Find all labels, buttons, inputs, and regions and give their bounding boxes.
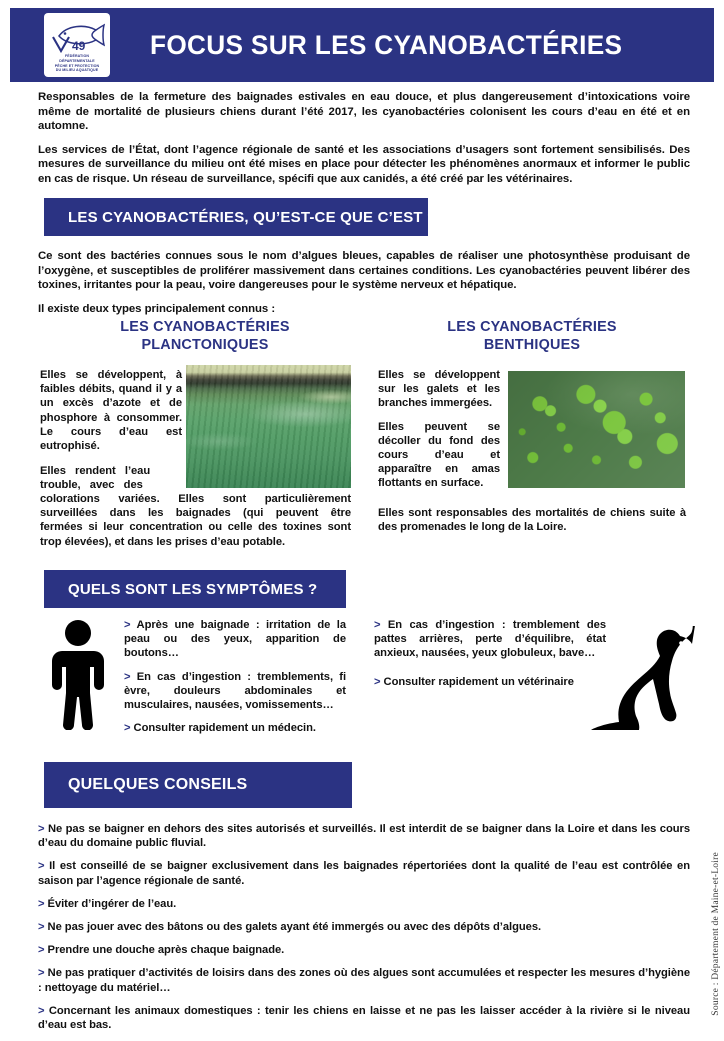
- subhead-benthic-line-1: LES CYANOBACTÉRIES: [447, 319, 617, 335]
- advice-list: [38, 822, 690, 1041]
- planktonic-text-wrap-left: [40, 464, 182, 492]
- logo-caption-line-3: DU MILIEU AQUATIQUE: [55, 68, 99, 73]
- benthic-paragraph-1: Elles se développent sur les galets et les branches immergées.: [378, 369, 500, 410]
- planktonic-paragraph-2-lead: Elles rendent l’eau trouble, avec des: [40, 465, 151, 492]
- logo-caption-line-1: FÉDÉRATION DÉPARTEMENTALE: [59, 54, 95, 63]
- source-credit: Source : Département de Maine-et-Loire: [710, 852, 721, 1016]
- section-heading-what-label: LES CYANOBACTÉRIES, QU’EST-CE QUE C’EST ?: [68, 208, 437, 226]
- symptoms-dog-list: [374, 618, 606, 698]
- symptoms-human-item-1: > En cas d’ingestion : tremblements, fi èvre, douleurs abdominales et musculaires, nausées, vomissements…: [124, 670, 346, 712]
- intro-block: [38, 90, 690, 187]
- symptoms-human-item-2: > Consulter rapidement un médecin.: [124, 722, 316, 735]
- section-heading-advice-label: QUELQUES CONSEILS: [68, 776, 248, 793]
- section-heading-advice: [44, 762, 352, 808]
- intro-paragraph-2: Les services de l’État, dont l’agence régionale de santé et les associations d’usagers sont fortement sensibilisés. Des mesures de surveillance du milieu ont été mises en place pour détecter les phénomènes anormaux et informer le public en cas de risque. Un réseau de surveillance, spécifi que aux canidés, a été créé par les vétérinaires.: [38, 143, 690, 185]
- section-what-paragraph-2: Il existe deux types principalement connus :: [38, 302, 276, 315]
- organization-logo: [44, 13, 110, 77]
- section-heading-what-are-cyanobacteria: [44, 198, 437, 236]
- planktonic-text-top: [40, 368, 182, 453]
- subhead-planktonic-line-1: LES CYANOBACTÉRIES: [120, 319, 290, 335]
- logo-caption-line-2: PÊCHE ET PROTECTION: [54, 63, 100, 68]
- benthic-paragraph-2: Elles peuvent se décoller du fond des cours d’eau et apparaître en amas flottants en surface.: [378, 420, 500, 490]
- photo-planktonic-bloom: [186, 365, 351, 488]
- subhead-benthic-line-2: BENTHIQUES: [483, 337, 581, 353]
- subhead-planktonic-line-2: PLANCTONIQUES: [141, 337, 269, 353]
- advice-item-0: > Ne pas se baigner en dehors des sites autorisés et surveillés. Il est interdit de se baigner dans la Loire et dans les cours d’eau du domaine public fluvial.: [38, 823, 690, 850]
- symptoms-human-item-0: > Après une baignade : irritation de la peau ou des yeux, apparition de boutons…: [124, 619, 346, 660]
- dog-icon: [588, 626, 696, 730]
- symptoms-human-list: [124, 618, 346, 744]
- section-what-body: [38, 249, 690, 316]
- benthic-text-top: [378, 368, 500, 491]
- advice-item-1: > Il est conseillé de se baigner exclusivement dans les baignades répertoriées dont la qualité de l’eau est contrôlée en saison par l’agence régionale de santé.: [38, 860, 690, 887]
- benthic-text-bottom: [378, 506, 686, 534]
- advice-item-4: > Prendre une douche après chaque baignade.: [38, 944, 285, 957]
- section-heading-symptoms-label: QUELS SONT LES SYMPTÔMES ?: [68, 580, 318, 598]
- fish-logo-icon: [49, 17, 105, 53]
- section-heading-symptoms: [44, 570, 346, 608]
- advice-item-3: > Ne pas jouer avec des bâtons ou des galets ayant été immergés ou avec des dépôts d’algues.: [38, 921, 542, 934]
- advice-item-2: > Éviter d’ingérer de l’eau.: [38, 897, 177, 910]
- page-title: FOCUS SUR LES CYANOBACTÉRIES: [150, 29, 623, 60]
- symptoms-dog-item-1: > Consulter rapidement un vétérinaire: [374, 675, 574, 688]
- planktonic-paragraph-2-body: colorations variées. Elles sont particulièrement surveillées dans les baignades (qui peuvent être fermées si leur concentration ou celle des toxines sont trop élevées), et dans les prises d’eau potable.: [40, 493, 351, 548]
- logo-number: 49: [72, 39, 86, 54]
- advice-item-6: > Concernant les animaux domestiques : tenir les chiens en laisse et ne pas les laisser accéder à la rivière si le niveau d’eau est bas.: [38, 1004, 690, 1032]
- section-what-paragraph-1: Ce sont des bactéries connues sous le nom d’algues bleues, capables de réaliser une photosynthèse produisant de l’oxygène, et susceptibles de proliférer massivement dans certaines conditions. Les cyanobactéries peuvent libérer des toxines, irritantes pour la peau, voire dangereuses pour le système nerveux et hépatique.: [38, 250, 690, 292]
- advice-item-5: > Ne pas pratiquer d’activités de loisirs dans des zones où des algues sont accumulées et respecter les mesures d’hygiène : nettoyage du matériel…: [38, 967, 690, 994]
- photo-benthic-mats: [508, 371, 685, 488]
- subhead-benthic: [372, 318, 692, 354]
- planktonic-paragraph-1: Elles se développent, à faibles débits, quand il y a un excès d’azote et de phosphore à consommer. Le cours d’eau est eutrophisé.: [40, 369, 182, 453]
- logo-caption: [47, 54, 107, 72]
- planktonic-paragraph-2-rest: [40, 492, 351, 549]
- benthic-paragraph-3: Elles sont responsables des mortalités de chiens suite à des promenades le long de la Loire.: [378, 507, 686, 534]
- symptoms-dog-item-0: > En cas d’ingestion : tremblement des pattes arrières, perte d’équilibre, état anxieux, nausées, yeux globuleux, bave…: [374, 619, 606, 660]
- person-icon: [44, 618, 112, 730]
- subhead-planktonic: [40, 318, 370, 354]
- intro-paragraph-1: Responsables de la fermeture des baignades estivales en eau douce, et plus dangereusement d’intoxications voire même de mortalité de plusieurs chiens durant l’été 2017, les cyanobactéries colonisent les cours d’eau en été et en automne.: [38, 91, 690, 133]
- document-header: [10, 8, 714, 82]
